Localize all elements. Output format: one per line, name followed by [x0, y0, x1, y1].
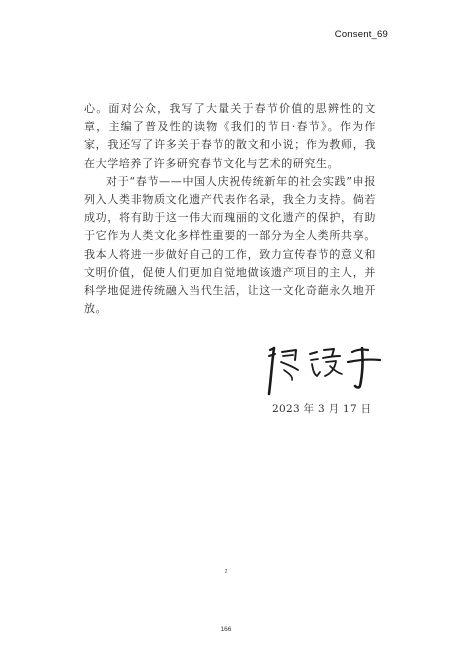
letter-paragraph-1: 心。面对公众，我写了大量关于春节价值的思辨性的文章，主编了普及性的读物《我们的节日·春节》。作为作家，我还写了许多关于春节的散文和小说；作为教师，我在大学培养了许多研究春节文化与艺术的研究生。 — [84, 102, 376, 170]
document-id-label: Consent_69 — [334, 29, 388, 40]
letter-body — [84, 100, 376, 318]
page-number: 166 — [220, 626, 232, 633]
handwritten-signature — [262, 340, 386, 400]
letter-paragraph-2: 对于“春节——中国人庆祝传统新年的社会实践”申报列入人类非物质文化遗产代表作名录，我全力支持。倘若成功，将有助于这一伟大而瑰丽的文化遗产的保护，有助于它作为人类文化多样性重要的一部分为全人类所共享。我本人将进一步做好自己的工作，致力宣传春节的意义和文明价值，促使人们更加自觉地做该遗产项目的主人，并科学地促进传统融入当代生活，让这一文化奇葩永久地开放。 — [84, 174, 376, 316]
signature-date: 2023 年 3 月 17 日 — [272, 403, 372, 415]
inner-page-number: 2 — [224, 569, 228, 575]
